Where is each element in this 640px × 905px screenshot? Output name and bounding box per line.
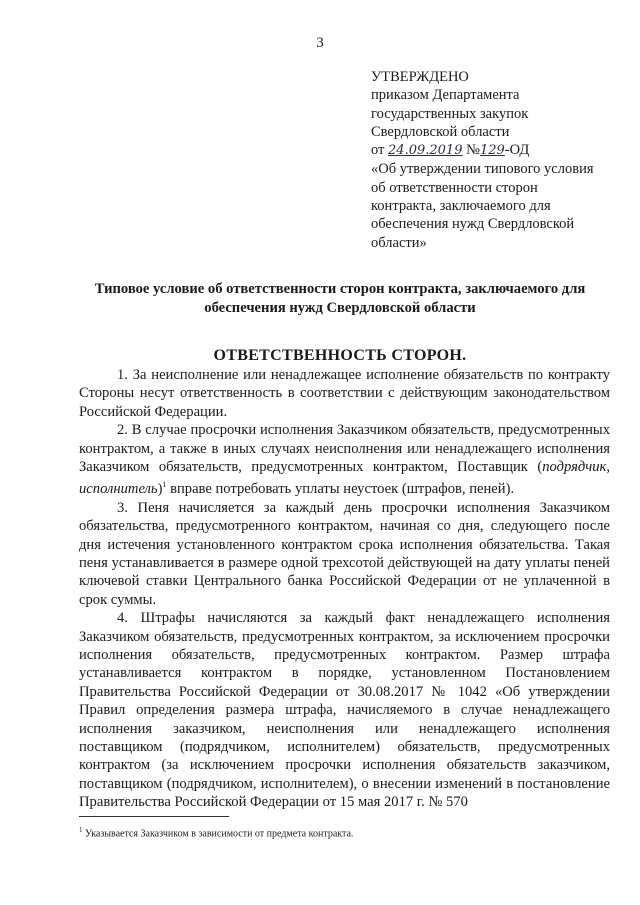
- approval-subject-line: «Об утверждении типового условия: [371, 161, 594, 178]
- approval-subject-line: об ответственности сторон: [371, 179, 538, 196]
- approval-subject-line: обеспечения нужд Свердловской: [371, 216, 575, 233]
- approval-line: государственных закупок: [371, 105, 529, 122]
- document-title: Типовое условие об ответственности сторон контракта, заключаемого для обеспечения нужд Свердловской области: [94, 281, 586, 316]
- section-heading: ОТВЕТСТВЕННОСТЬ СТОРОН.: [213, 347, 467, 364]
- handwritten-number: 129: [479, 143, 505, 159]
- paragraph-2-text-b: ): [157, 481, 163, 498]
- footnote-marker: 1: [79, 826, 83, 834]
- approval-subject-line: области»: [371, 234, 427, 251]
- approval-block: [371, 68, 631, 252]
- approval-date-line: [371, 141, 631, 160]
- number-prefix: №: [466, 142, 480, 159]
- document-body: [79, 366, 610, 812]
- footnote-divider: [79, 816, 229, 817]
- footnote-text: Указывается Заказчиком в зависимости от предмета контракта.: [82, 828, 354, 840]
- footnote: [79, 826, 353, 839]
- paragraph-2-italic: подрядчик, исполнитель: [79, 459, 610, 498]
- approval-line: Свердловской области: [371, 123, 510, 140]
- paragraph-1: 1. За неисполнение или ненадлежащее исполнение обязательств по контракту Стороны несут ответственность в соответствии с действующим законодательством Российской Федерации.: [79, 367, 610, 420]
- paragraph-2-text-c: вправе потребовать уплаты неустоек (штрафов, пеней).: [166, 481, 515, 498]
- approval-subject-line: контракта, заключаемого для: [371, 198, 551, 215]
- paragraph-4: 4. Штрафы начисляются за каждый факт ненадлежащего исполнения Заказчиком обязательств, предусмотренных контрактом, за исключением просрочки исполнения обязательств, предусмотренных контрактом. Размер штрафа устанавливается контрактом в порядке, установленном Постановлением Правительства Российской Федерации от 30.08.2017 № 1042 «Об утверждении Правил определения размера штрафа, начисляемого в случае ненадлежащего исполнения заказчиком, неисполнения или ненадлежащего исполнения поставщиком (подрядчиком, исполнителем) обязательств, предусмотренных контрактом (за исключением просрочки исполнения обязательств заказчиком, поставщиком (подрядчиком, исполнителем), о внесении изменений в постановление Правительства Российской Федерации от 15 мая 2017 г. № 570: [79, 610, 610, 811]
- paragraph-3: 3. Пеня начисляется за каждый день просрочки исполнения Заказчиком обязательства, предусмотренного контрактом, начиная со дня, следующего после дня истечения установленного контрактом срока исполнения обязательства. Такая пеня устанавливается в размере одной трехсотой действующей на дату уплаты пеней ключевой ставки Центрального банка Российской Федерации от не уплаченной в срок суммы.: [79, 499, 610, 608]
- date-prefix: от: [371, 142, 385, 159]
- approval-line: УТВЕРЖДЕНО: [371, 69, 469, 85]
- approval-line: приказом Департамента: [371, 87, 520, 104]
- handwritten-date: 24.09.2019: [388, 143, 463, 159]
- page-number: 3: [316, 35, 324, 51]
- number-suffix: -ОД: [504, 142, 530, 159]
- paragraph-2-text-a: 2. В случае просрочки исполнения Заказчиком обязательств, предусмотренных контрактом, а также в иных случаях неисполнения или ненадлежащего исполнения Заказчиком обязательств, предусмотренных контрактом, Поставщик (: [79, 422, 610, 476]
- paragraph-2: [79, 421, 610, 498]
- footnote-reference: 1: [162, 480, 167, 490]
